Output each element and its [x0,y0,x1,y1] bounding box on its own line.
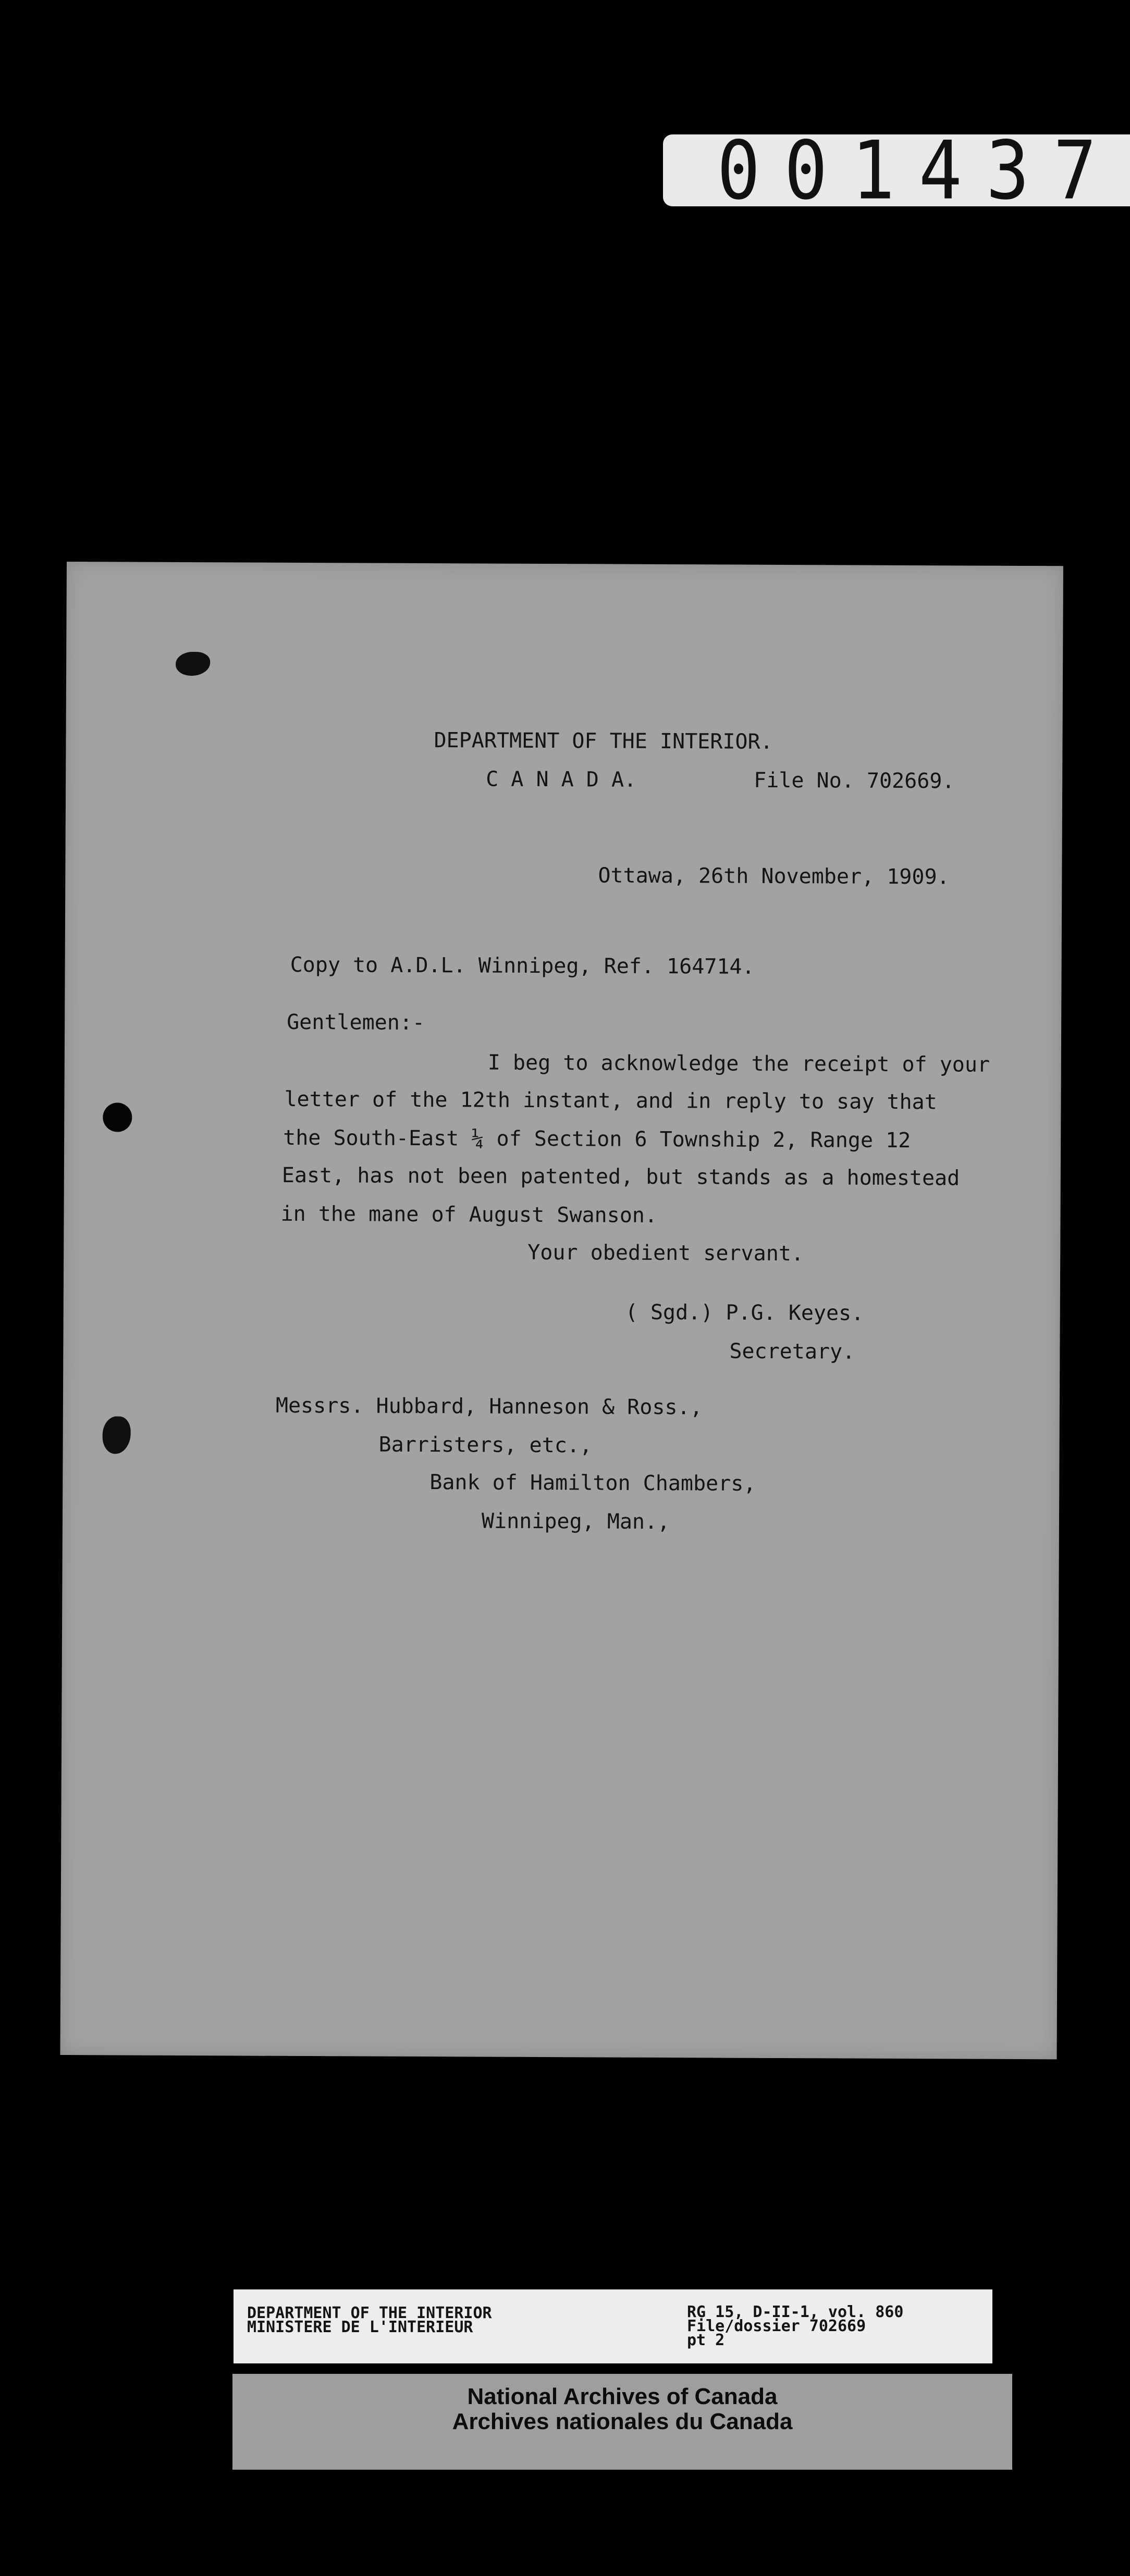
body-line-5: in the mane of August Swanson. [280,1202,658,1228]
body-line-1: I beg to acknowledge the receipt of your [487,1050,990,1077]
archives-label [232,2374,1012,2470]
archives-name-en: National Archives of Canada [467,2384,778,2409]
addressee-line-3: Bank of Hamilton Chambers, [429,1470,756,1496]
letter-date: Ottawa, 26th November, 1909. [598,863,950,889]
frame-number: 001437 [717,123,1121,218]
file-number: File No. 702669. [754,768,955,794]
reference-dept-fr: MINISTERE DE L'INTERIEUR [247,2318,473,2336]
addressee-line-1: Messrs. Hubbard, Hanneson & Ross., [275,1393,703,1420]
reference-file-number: File/dossier 702669 [687,2317,866,2335]
punch-hole-upper [103,1103,132,1132]
reference-file [687,2305,903,2347]
copy-line: Copy to A.D.L. Winnipeg, Ref. 164714. [290,952,755,979]
letter-page [60,562,1063,2059]
frame-number-tag [663,123,1130,218]
reference-rg: RG 15, D-II-1, vol. 860 [687,2303,904,2321]
signer-title: Secretary. [729,1339,855,1364]
reference-dept [247,2306,492,2334]
body-line-4: East, has not been patented, but stands as a homestead [281,1163,960,1191]
closing: Your obedient servant. [527,1240,804,1266]
punch-hole-lower [103,1416,131,1454]
addressee-line-2: Barristers, etc., [378,1432,593,1458]
salutation: Gentlemen:- [287,1010,425,1035]
heading-department: DEPARTMENT OF THE INTERIOR. [434,728,773,754]
reference-part: pt 2 [687,2331,725,2349]
addressee-line-4: Winnipeg, Man., [481,1509,670,1534]
heading-country: C A N A D A. [486,767,637,792]
reference-label [234,2289,992,2363]
ink-smudge-top [176,652,210,676]
body-line-2: letter of the 12th instant, and in reply to say that [284,1087,937,1114]
reference-dept-en: DEPARTMENT OF THE INTERIOR [247,2304,492,2322]
body-line-3: the South-East ¼ of Section 6 Township 2, Range 12 [283,1125,911,1153]
signature: ( Sgd.) P.G. Keyes. [625,1300,864,1326]
archives-name-fr: Archives nationales du Canada [452,2409,793,2434]
